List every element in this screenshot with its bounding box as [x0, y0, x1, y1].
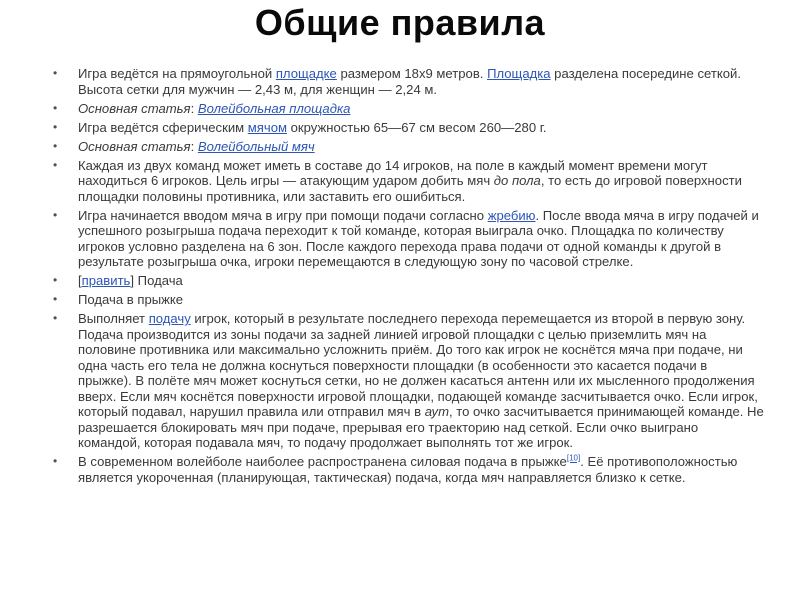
- bullet: •: [53, 119, 58, 134]
- bullet: •: [53, 292, 58, 306]
- list-item: [52, 454, 764, 485]
- list-item: [52, 158, 764, 205]
- link-draw[interactable]: жребию: [487, 207, 536, 223]
- item-text: разделена посередине сеткой. Высота сетки для мужчин — 2,43 м, для женщин — 2,24 м.: [78, 66, 741, 97]
- page-title: Общие правила: [254, 2, 546, 43]
- bullet: •: [53, 273, 58, 287]
- emphasis-text: до пола: [493, 173, 541, 188]
- emphasis-text: аут: [424, 404, 449, 419]
- bullet: •: [53, 138, 58, 153]
- bullet: •: [53, 100, 58, 115]
- item-text: В современном волейболе наиболее распространена силовая подача в прыжке: [78, 454, 567, 469]
- list-item: [52, 66, 764, 97]
- main-article-label: Основная статья: [78, 138, 191, 154]
- item-text: , то есть до игровой поверхности площадки половины противника, или заставить его ошибиться.: [78, 173, 742, 204]
- link-court-2[interactable]: Площадка: [487, 66, 551, 81]
- item-text: . Её противоположностью является укороченная (планирующая, тактическая) подача, когда мяч направляется близко к сетке.: [78, 454, 738, 485]
- item-text: Подача в прыжке: [78, 292, 184, 307]
- item-text: Игра ведётся сферическим: [78, 119, 248, 135]
- bullet: •: [53, 311, 58, 325]
- bracket-open: [: [78, 273, 82, 288]
- reference-link[interactable]: [10]: [566, 453, 581, 463]
- bullet: •: [53, 454, 58, 468]
- item-text: Игра ведётся на прямоугольной: [78, 66, 276, 81]
- link-ball[interactable]: мячом: [247, 119, 287, 135]
- item-text: игрок, который в результате последнего перехода перемещается из второй в первую зону. Подача производится из зоны подачи за задней линией игровой площадки с целью приземлить мяч на половине противника или максимально усложнить приём. До того как игрок не коснётся мяча при подаче, ни одна часть его тела не должна коснуться поверхности площадки (в особенности это касается подачи в прыжке). В полёте мяч может коснуться сетки, но не должен касаться антенн или их мысленного продолжения вверх. Если мяч коснётся поверхности игровой площадки, подающей команде засчитывается очко. Если игрок, который подавал, нарушил правила или отправил мяч в: [78, 311, 758, 419]
- separator: :: [190, 138, 198, 154]
- link-volleyball-court[interactable]: Волейбольная площадка: [197, 100, 351, 116]
- bullet: •: [53, 66, 58, 80]
- item-text: Каждая из двух команд может иметь в составе до 14 игроков, на поле в каждый момент времени могут находиться 6 игроков. Цель игры — атакующим ударом добить мяч: [78, 157, 708, 188]
- link-serve[interactable]: подачу: [148, 311, 191, 326]
- item-text: . После ввода мяча в игру подачей и успешного розыгрыша подача переходит к той команде, которая выиграла очко. Площадка по количеству игроков условно разделена на 6 зон. После каждого перехода права подачи от одной команды к другой в результате розыгрыша очка, игроки перемещаются в следующую зону по часовой стрелке.: [78, 207, 759, 269]
- bullet: •: [53, 157, 58, 172]
- bullet: •: [53, 207, 58, 222]
- item-text: Выполняет: [78, 311, 149, 326]
- item-text: размером 18x9 метров.: [336, 66, 488, 81]
- section-heading: Подача: [134, 273, 183, 288]
- edit-link[interactable]: править: [81, 273, 131, 288]
- list-item: [52, 101, 764, 117]
- item-text: Игра начинается вводом мяча в игру при помощи подачи согласно: [78, 207, 488, 223]
- main-article-label: Основная статья: [78, 100, 191, 116]
- list-item: [52, 292, 764, 308]
- list-item: [52, 139, 764, 155]
- list-item: [52, 120, 764, 136]
- item-text: окружностью 65—67 см весом 260—280 г.: [286, 119, 547, 135]
- link-volleyball-ball[interactable]: Волейбольный мяч: [197, 138, 315, 154]
- rules-list: [52, 66, 764, 489]
- list-item: [52, 311, 764, 451]
- item-text: , то очко засчитывается принимающей команде. Не разрешается блокировать мяч при подаче, прерывая его траекторию над сеткой. Если очко выиграно командой, которая подавала мяч, то подачу продолжает выполнять тот же игрок.: [78, 404, 764, 450]
- list-item: [52, 273, 764, 289]
- separator: :: [190, 100, 198, 116]
- bracket-close: ]: [130, 273, 135, 288]
- link-court[interactable]: площадке: [275, 66, 337, 81]
- list-item: [52, 208, 764, 270]
